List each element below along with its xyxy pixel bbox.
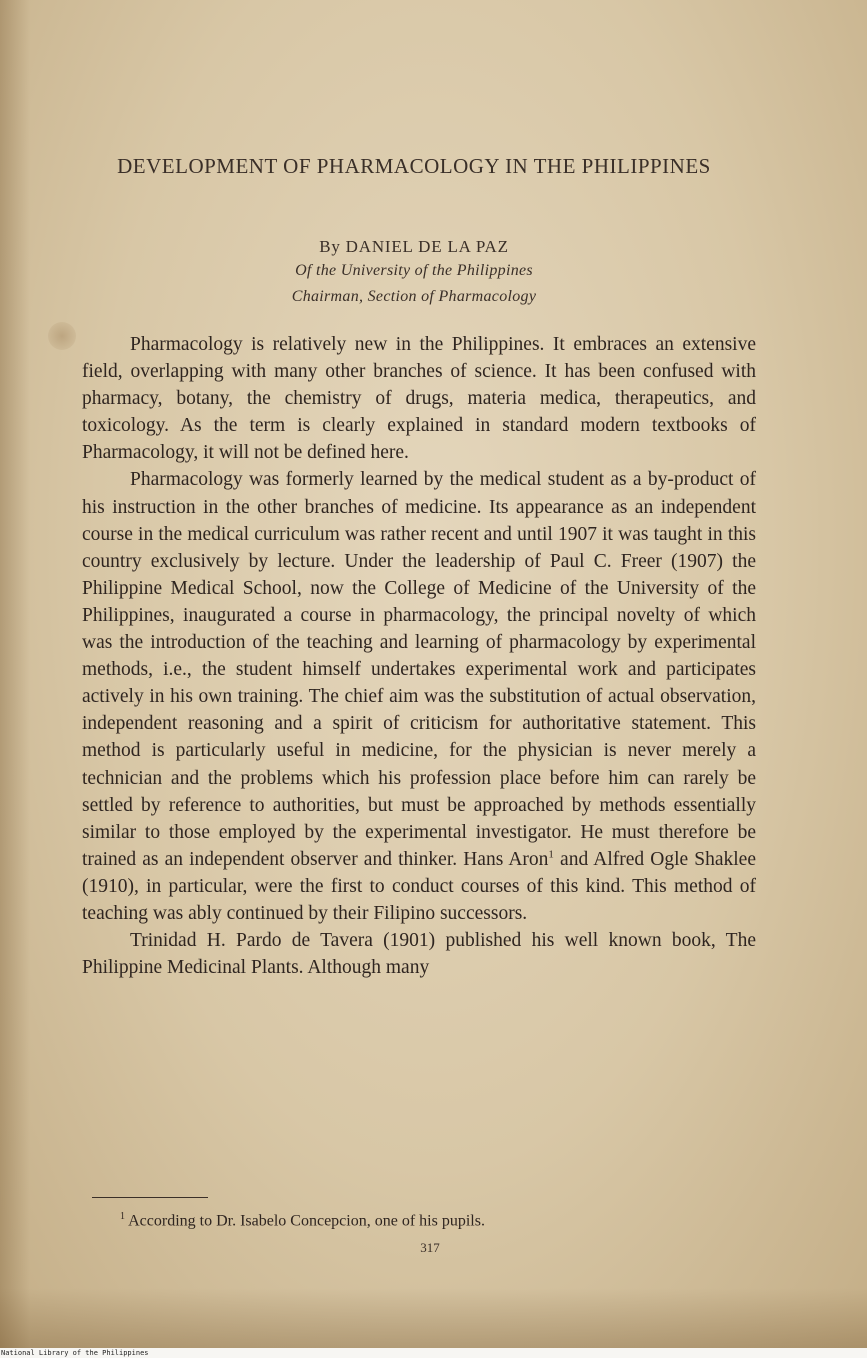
- author-name: By DANIEL DE LA PAZ: [319, 237, 509, 256]
- footnote-divider: [92, 1197, 208, 1198]
- footnote-text: According to Dr. Isabelo Concepcion, one of his pupils.: [128, 1212, 485, 1230]
- footnote-marker: 1: [120, 1211, 125, 1222]
- paragraph-3: Trinidad H. Pardo de Tavera (1901) published his well known book, The Philippine Medicinal Plants. Although many: [82, 930, 756, 979]
- paragraph-2-part-a: Pharmacology was formerly learned by the medical student as a by-product of his instruction in the other branches of medicine. Its appearance as an independent course in the medical curriculum was rather recent and until 1907 it was taught in this country exclusively by lecture. Under the leadership of Paul C. Freer (1907) the Philippine Medical School, now the College of Medicine of the University of the Philippines, inaugurated a course in pharmacology, the principal novelty of which was the introduction of the teaching and learning of pharmacology by experimental methods, i.e., the student himself undertakes experimental work and participates actively in his own training. The chief aim was the substitution of actual observation, independent reasoning and a spirit of criticism for authoritative statement. This method is particularly useful in medicine, for the physician is never merely a technician and the problems which his profession place before him can rarely be settled by reference to authorities, but must be approached by methods essentially similar to those employed by the experimental investigator. He must therefore be trained as an independent observer and thinker. Hans Aron: [82, 469, 756, 870]
- article-title: DEVELOPMENT OF PHARMACOLOGY IN THE PHILIPPINES: [117, 154, 711, 178]
- footnote: [120, 1206, 740, 1232]
- author-position: Chairman, Section of Pharmacology: [291, 288, 537, 305]
- paragraph-2-part-b: and Alfred Ogle Shaklee (1910), in particular, were the first to conduct courses of this kind. This method of teaching was ably continued by their Filipino successors.: [82, 848, 756, 924]
- paragraph-2: [82, 466, 756, 927]
- page-number: 317: [420, 1240, 440, 1255]
- page-shadow-left: [0, 0, 30, 1348]
- footnote-reference: 1: [548, 848, 554, 861]
- library-credit: National Library of the Philippines: [1, 1349, 149, 1357]
- paragraph-1: Pharmacology is relatively new in the Philippines. It embraces an extensive field, overlapping with many other branches of science. It has been confused with pharmacy, botany, the chemistry of drugs, materia medica, therapeutics, and toxicology. As the term is clearly explained in standard modern textbooks of Pharmacology, it will not be defined here.: [82, 334, 756, 464]
- paper-stain: [48, 322, 76, 350]
- byline: [100, 235, 728, 310]
- author-affiliation: Of the University of the Philippines: [295, 262, 533, 279]
- page-shadow-bottom: [0, 1288, 867, 1348]
- article-body: [82, 331, 756, 981]
